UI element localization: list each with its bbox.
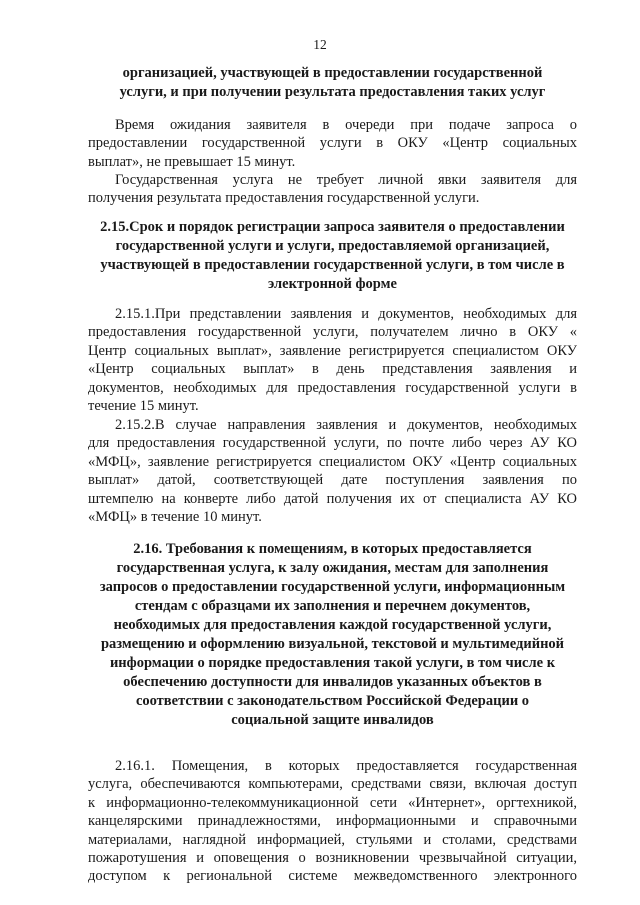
paragraph-personal-attendance	[88, 171, 577, 208]
text-line: «МФЦ», заявление регистрируется специалистом ОКУ «Центр социальных	[88, 453, 577, 470]
text-line: 2.16.1. Помещения, в которых предоставляется государственная	[115, 758, 577, 774]
heading-line: обеспечению доступности для инвалидов указанных объектов в	[123, 674, 542, 690]
text-line: «МФЦ» в течение 10 минут.	[88, 509, 262, 526]
text-line: Время ожидания заявителя в очереди при подаче запроса о	[115, 117, 577, 133]
page-number: 12	[313, 37, 327, 52]
heading-line: 2.16. Требования к помещениям, в которых предоставляется	[133, 541, 532, 557]
heading-line: участвующей в предоставлении государственной услуги, в том числе в	[100, 257, 565, 273]
heading-line: необходимых для предоставления каждой государственной услуги,	[113, 617, 552, 633]
paragraph-2-15-1	[88, 305, 577, 415]
section-heading-2-16	[88, 540, 577, 730]
paragraph-waiting-time	[88, 116, 577, 171]
text-line: штемпелю на конверте либо датой получения их от специалиста АУ КО	[88, 490, 577, 507]
text-line: течение 15 минут.	[88, 398, 199, 415]
text-line: к информационно-телекоммуникационной сети «Интернет», оргтехникой,	[88, 794, 577, 811]
text-line: «Центр социальных выплат» в день представления заявления и	[88, 361, 577, 378]
text-line: выплат» датой, соответствующей дате поступления заявления по	[88, 472, 577, 489]
text-line: канцелярскими принадлежностями, информационными и справочными	[88, 813, 577, 830]
text-line: материалами, наглядной информацией, стульями и столами, средствами	[88, 831, 577, 848]
text-line: Государственная услуга не требует личной явки заявителя для	[115, 172, 577, 188]
heading-line: запросов о предоставлении государственной услуги, информационным	[99, 579, 566, 595]
section-heading-2-15	[88, 218, 577, 294]
text-line: документов, необходимых для предоставления государственной услуги в	[88, 379, 577, 396]
text-line: выплат», не превышает 15 минут.	[88, 153, 296, 170]
heading-line: организацией, участвующей в предоставлении государственной	[122, 65, 543, 81]
heading-line: социальной защите инвалидов	[231, 712, 434, 728]
heading-line: стендам с образцами их заполнения и перечнем документов,	[134, 598, 531, 614]
text-line: 2.15.2.В случае направления заявления и документов, необходимых	[115, 417, 577, 433]
text-line: доступом к региональной системе межведомственного электронного	[88, 868, 577, 885]
heading-line: государственная услуга, к залу ожидания, местам для заполнения	[116, 560, 549, 576]
text-line: Центр социальных выплат», заявление регистрируется специалистом ОКУ	[88, 342, 577, 359]
heading-line: информации о порядке предоставления такой услуги, в том числе к	[109, 655, 556, 671]
heading-line: электронной форме	[268, 276, 397, 292]
text-line: пожаротушения и оповещения о возникновении чрезвычайной ситуации,	[88, 850, 577, 867]
text-line: услуга, обеспечиваются компьютерами, средствами связи, включая доступ	[88, 776, 577, 793]
heading-line: услуги, и при получении результата предоставления таких услуг	[119, 84, 546, 100]
text-line: 2.15.1.При представлении заявления и документов, необходимых для	[115, 306, 577, 322]
intro-heading	[88, 64, 577, 102]
text-line: предоставления государственной услуги, получателем лично в ОКУ «	[88, 324, 577, 341]
heading-line: соответствии с законодательством Российской Федерации о	[135, 693, 530, 709]
paragraph-2-15-2	[88, 416, 577, 526]
paragraph-2-16-1	[88, 757, 577, 886]
heading-line: 2.15.Срок и порядок регистрации запроса заявителя о предоставлении	[100, 219, 565, 235]
heading-line: размещению и оформлению визуальной, текстовой и мультимедийной	[100, 636, 565, 652]
text-line: предоставлении государственной услуги в ОКУ «Центр социальных	[88, 135, 577, 152]
text-line: получения результата предоставления государственной услуги.	[88, 190, 480, 207]
text-line: для предоставления государственной услуги, по почте либо через АУ КО	[88, 435, 577, 452]
heading-line: государственной услуги и услуги, предоставляемой организацией,	[115, 238, 550, 254]
